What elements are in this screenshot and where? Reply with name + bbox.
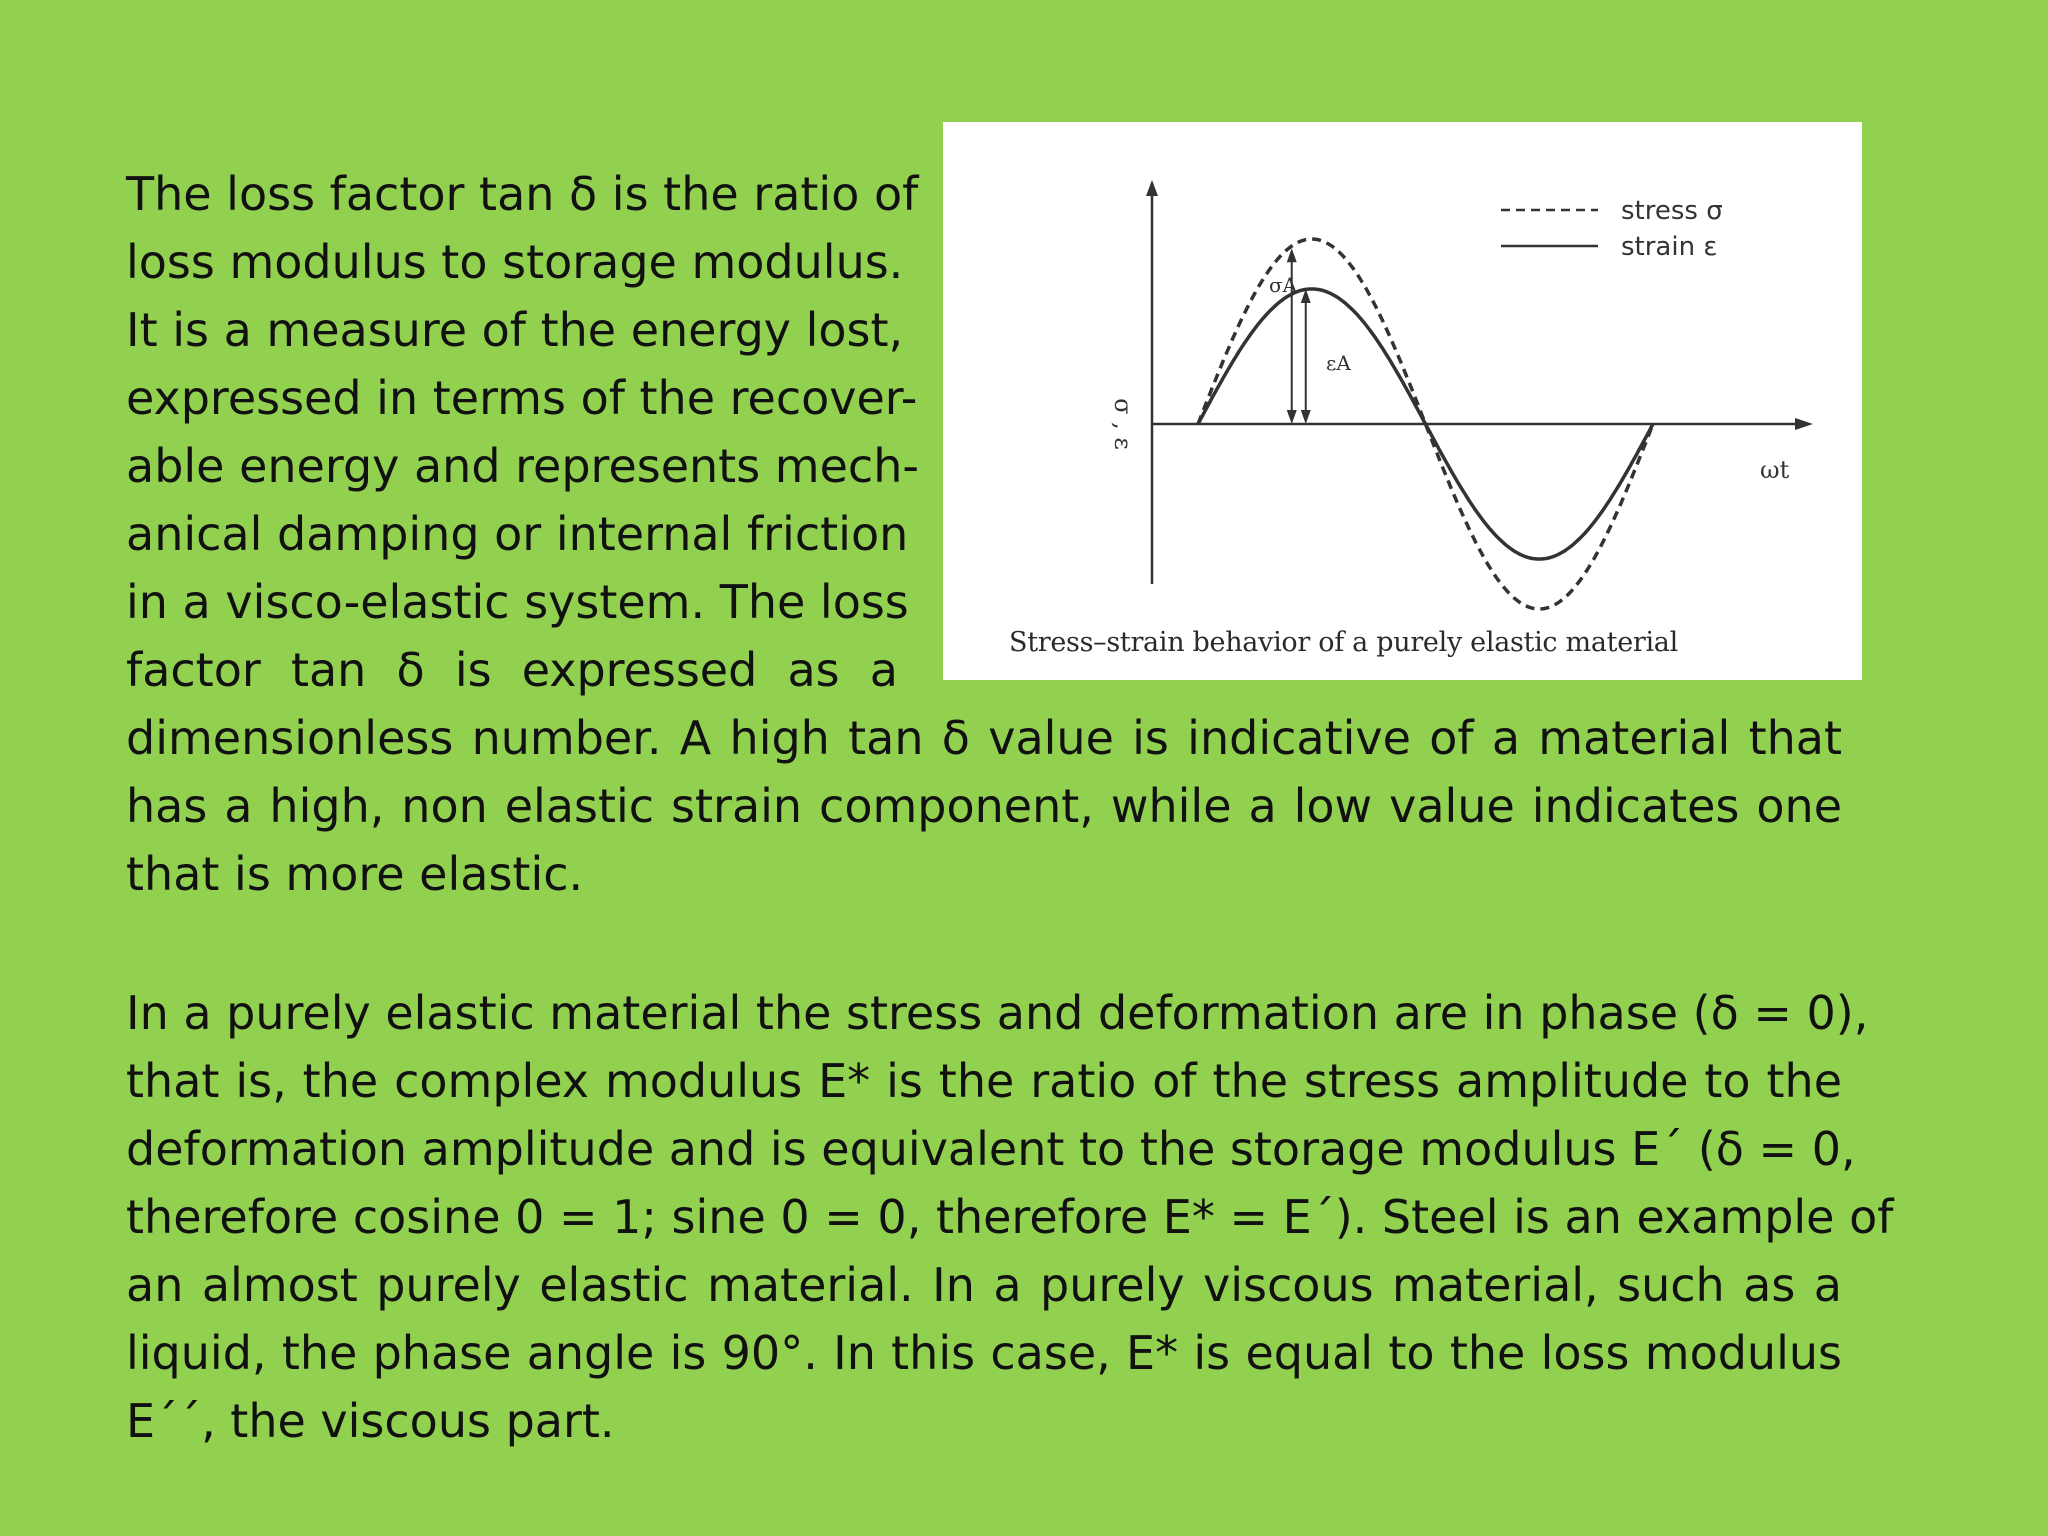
x-axis-label: ωt — [1760, 456, 1790, 484]
paragraph-2-line: E´´, the viscous part. — [126, 1394, 615, 1448]
paragraph-2-line: an almost purely elastic material. In a purely viscous material, such as a — [126, 1258, 1842, 1312]
y-axis-label: σ , ε — [1109, 398, 1137, 450]
y-axis-arrow — [1146, 180, 1158, 196]
paragraph-2-line: deformation amplitude and is equivalent to the storage modulus E´ (δ = 0, — [126, 1122, 1856, 1176]
paragraph-1-line: in a visco-elastic system. The loss — [126, 575, 909, 629]
strain-amplitude-label: εA — [1326, 351, 1351, 375]
legend-strain-label: strain ε — [1621, 232, 1718, 262]
paragraph-2-line: therefore cosine 0 = 1; sine 0 = 0, therefore E* = E´). Steel is an example of — [126, 1190, 1894, 1244]
x-axis-arrow — [1795, 418, 1813, 430]
figure-caption: Stress–strain behavior of a purely elastic material — [1009, 627, 1678, 658]
stress-strain-figure — [943, 122, 1862, 680]
paragraph-1-line: expressed in terms of the recover- — [126, 371, 918, 425]
paragraph-1-line: able energy and represents mech- — [126, 439, 919, 493]
paragraph-1-line: has a high, non elastic strain component, while a low value indicates one — [126, 779, 1842, 833]
paragraph-1-line: factor tan δ is expressed as a — [126, 643, 898, 697]
paragraph-1-line: anical damping or internal friction — [126, 507, 909, 561]
strain-amplitude-arrow — [1301, 289, 1311, 424]
paragraph-2-line: liquid, the phase angle is 90°. In this case, E* is equal to the loss modulus — [126, 1326, 1842, 1380]
paragraph-1-line: loss modulus to storage modulus. — [126, 235, 904, 289]
paragraph-1-line: The loss factor tan δ is the ratio of — [126, 167, 919, 221]
paragraph-2-line: In a purely elastic material the stress and deformation are in phase (δ = 0), — [126, 986, 1869, 1040]
stress-amplitude-label: σA — [1269, 273, 1298, 297]
paragraph-2-line: that is, the complex modulus E* is the ratio of the stress amplitude to the — [126, 1054, 1842, 1108]
paragraph-1-line: dimensionless number. A high tan δ value is indicative of a material that — [126, 711, 1842, 765]
paragraph-1-line: that is more elastic. — [126, 847, 584, 901]
paragraph-1-line: It is a measure of the energy lost, — [126, 303, 904, 357]
legend-stress-label: stress σ — [1621, 196, 1723, 226]
stress-strain-diagram — [943, 122, 1862, 680]
